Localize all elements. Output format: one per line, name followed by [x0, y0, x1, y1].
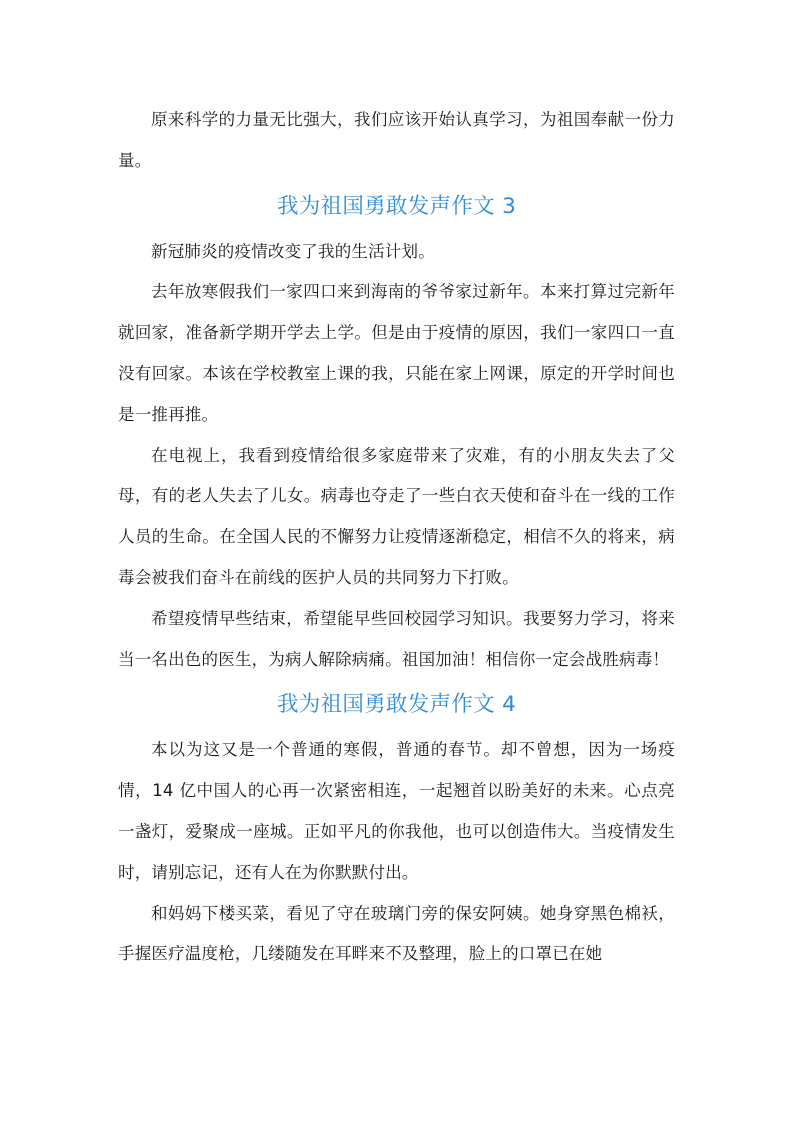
paragraph-hope: 希望疫情早些结束，希望能早些回校园学习知识。我要努力学习，将来当一名出色的医生，为病人解除病痛。祖国加油！相信你一定会战胜病毒！ — [118, 608, 675, 669]
paragraph-security-guard: 和妈妈下楼买菜，看见了守在玻璃门旁的保安阿姨。她身穿黑色棉袄，手握医疗温度枪，几缕随发在耳畔来不及整理，脸上的口罩已在她 — [118, 903, 675, 964]
essay-3-title: 我为祖国勇敢发声作文 3 — [276, 193, 517, 219]
document-page — [118, 100, 675, 975]
paragraph-science-power: 原来科学的力量无比强大，我们应该开始认真学习，为祖国奉献一份力量。 — [118, 110, 675, 170]
paragraph-plan-changed: 新冠肺炎的疫情改变了我的生活计划。 — [151, 241, 435, 261]
paragraph-winter-vacation: 去年放寒假我们一家四口来到海南的爷爷家过新年。本来打算过完新年就回家，准备新学期开学去上学。但是由于疫情的原因，我们一家四口一直没有回家。本该在学校教室上课的我，只能在家上网课，原定的开学时间也是一推再推。 — [118, 282, 675, 424]
essay-4-title: 我为祖国勇敢发声作文 4 — [276, 692, 517, 718]
paragraph-ordinary-holiday: 本以为这又是一个普通的寒假，普通的春节。却不曾想，因为一场疫情，14 亿中国人的心再一次紧密相连，一起翘首以盼美好的未来。心点亮一盏灯，爱聚成一座城。正如平凡的你我他，也可以创造伟大。当疫情发生时，请别忘记，还有人在为你默默付出。 — [118, 740, 675, 882]
paragraph-tv-news: 在电视上，我看到疫情给很多家庭带来了灾难，有的小朋友失去了父母，有的老人失去了儿女。病毒也夺走了一些白衣天使和奋斗在一线的工作人员的生命。在全国人民的不懈努力让疫情逐渐稳定，相信不久的将来，病毒会被我们奋斗在前线的医护人员的共同努力下打败。 — [118, 445, 675, 587]
